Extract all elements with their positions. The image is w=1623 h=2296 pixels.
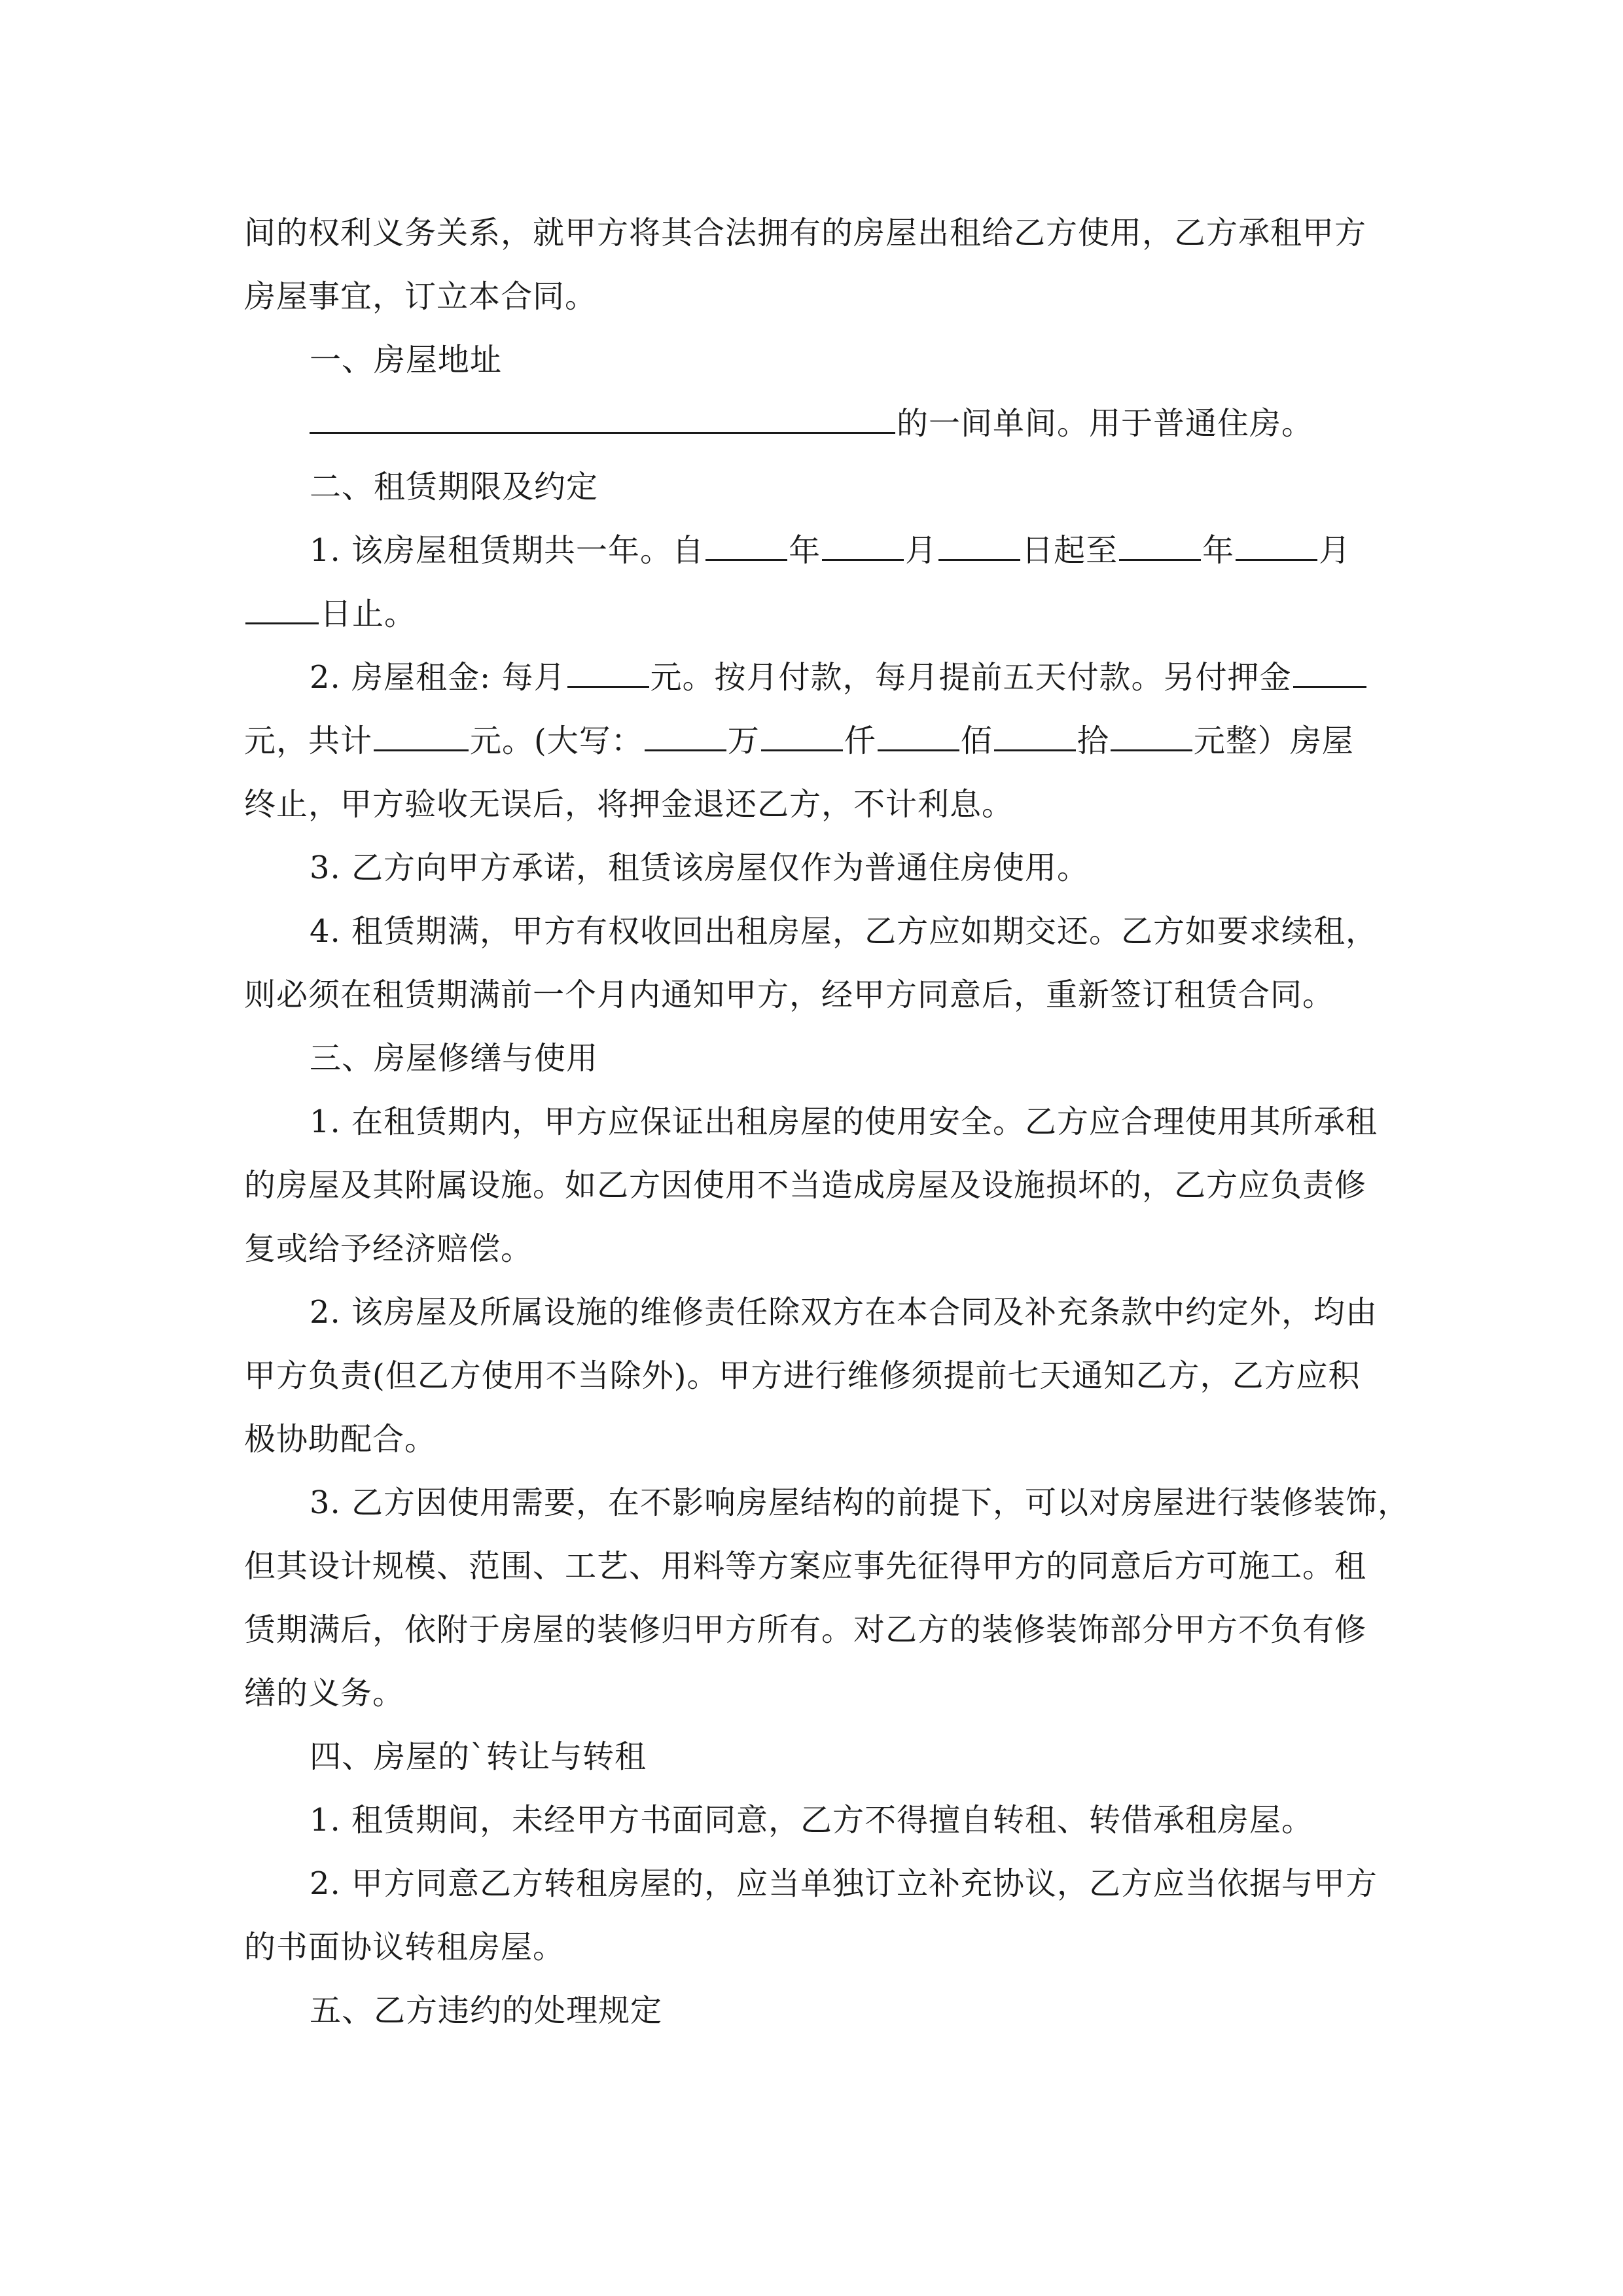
text-line: 2. 甲方同意乙方转租房屋的，应当单独订立补充协议，乙方应当依据与甲方: [310, 1865, 1378, 1902]
start-month-blank: [822, 535, 904, 561]
end-month-blank: [1236, 535, 1317, 561]
qian-blank: [761, 726, 843, 751]
section-heading-repair: 三、房屋修缮与使用: [310, 1040, 599, 1077]
section-heading-address: 一、房屋地址: [310, 342, 503, 378]
text-fragment: 2. 房屋租金: 每月: [310, 659, 566, 696]
text-fragment: 拾: [1077, 723, 1109, 759]
text-line: 极协助配合。: [244, 1421, 437, 1458]
lease-term-line: [244, 519, 1383, 583]
end-year-blank: [1119, 535, 1201, 561]
text-line: 1. 租赁期间，未经甲方书面同意，乙方不得擅自转租、转借承租房屋。: [310, 1802, 1314, 1839]
text-fragment: 月: [1319, 532, 1351, 569]
total-blank: [374, 726, 469, 751]
text-fragment: 元，共计: [244, 723, 373, 759]
text-fragment: 年: [789, 532, 821, 569]
text-line: 3. 乙方向甲方承诺，租赁该房屋仅作为普通住房使用。: [310, 850, 1090, 886]
address-line: [244, 392, 1383, 456]
start-year-blank: [705, 535, 787, 561]
section-heading-breach: 五、乙方违约的处理规定: [310, 1992, 663, 2029]
text-line: 4. 租赁期满，甲方有权收回出租房屋，乙方应如期交还。乙方如要求续租，: [310, 913, 1378, 950]
text-line: 的书面协议转租房屋。: [244, 1929, 565, 1965]
text-line: 终止，甲方验收无误后，将押金退还乙方，不计利息。: [244, 786, 1014, 823]
wan-blank: [645, 726, 726, 751]
text-line: 房屋事宜，订立本合同。: [244, 278, 597, 315]
text-fragment: 元。按月付款，每月提前五天付款。另付押金: [650, 659, 1292, 696]
contract-body: [244, 202, 1410, 2043]
rent-line: [244, 646, 1383, 709]
bai-blank: [878, 726, 959, 751]
monthly-rent-blank: [567, 662, 649, 688]
text-line: 2. 该房屋及所属设施的维修责任除双方在本合同及补充条款中约定外，均由: [310, 1294, 1378, 1331]
yuan-blank: [1111, 726, 1192, 751]
text-fragment: 日起至: [1022, 532, 1118, 569]
text-fragment: 佰: [960, 723, 993, 759]
text-line: 赁期满后，依附于房屋的装修归甲方所有。对乙方的装修装饰部分甲方不负有修: [244, 1611, 1367, 1648]
start-day-blank: [938, 535, 1020, 561]
section-heading-transfer: 四、房屋的`转让与转租: [310, 1738, 647, 1775]
text-fragment: 仟: [844, 723, 876, 759]
text-line: 甲方负责(但乙方使用不当除外)。甲方进行维修须提前七天通知乙方，乙方应积: [244, 1357, 1361, 1394]
rent-total-line: [244, 709, 1383, 773]
text-line: 复或给予经济赔偿。: [244, 1230, 533, 1267]
text-fragment: 1. 该房屋租赁期共一年。自: [310, 532, 705, 569]
text-fragment: 万: [727, 723, 760, 759]
section-heading-lease-term: 二、租赁期限及约定: [310, 469, 599, 505]
text-fragment: 元。(大写：: [470, 723, 643, 759]
text-fragment: 月: [905, 532, 938, 569]
address-blank: [310, 408, 895, 434]
text-line: 则必须在租赁期满前一个月内通知甲方，经甲方同意后，重新签订租赁合同。: [244, 977, 1335, 1013]
text-fragment: 年: [1202, 532, 1235, 569]
end-day-blank: [245, 599, 319, 624]
text-line: 缮的义务。: [244, 1675, 405, 1712]
text-line: 3. 乙方因使用需要，在不影响房屋结构的前提下，可以对房屋进行装修装饰，: [310, 1484, 1410, 1521]
address-tail: 的一间单间。用于普通住房。: [897, 405, 1314, 442]
text-line: 1. 在租赁期内，甲方应保证出租房屋的使用安全。乙方应合理使用其所承租: [310, 1103, 1378, 1140]
text-line: 的房屋及其附属设施。如乙方因使用不当造成房屋及设施损坏的，乙方应负责修: [244, 1167, 1367, 1204]
text-line: 但其设计规模、范围、工艺、用料等方案应事先征得甲方的同意后方可施工。租: [244, 1548, 1367, 1585]
deposit-blank: [1293, 662, 1366, 688]
lease-term-end-line: [244, 583, 1383, 646]
text-line: 间的权利义务关系，就甲方将其合法拥有的房屋出租给乙方使用，乙方承租甲方: [244, 215, 1367, 251]
text-fragment: 元整）房屋: [1193, 723, 1354, 759]
shi-blank: [994, 726, 1076, 751]
text-fragment: 日止。: [320, 596, 417, 632]
